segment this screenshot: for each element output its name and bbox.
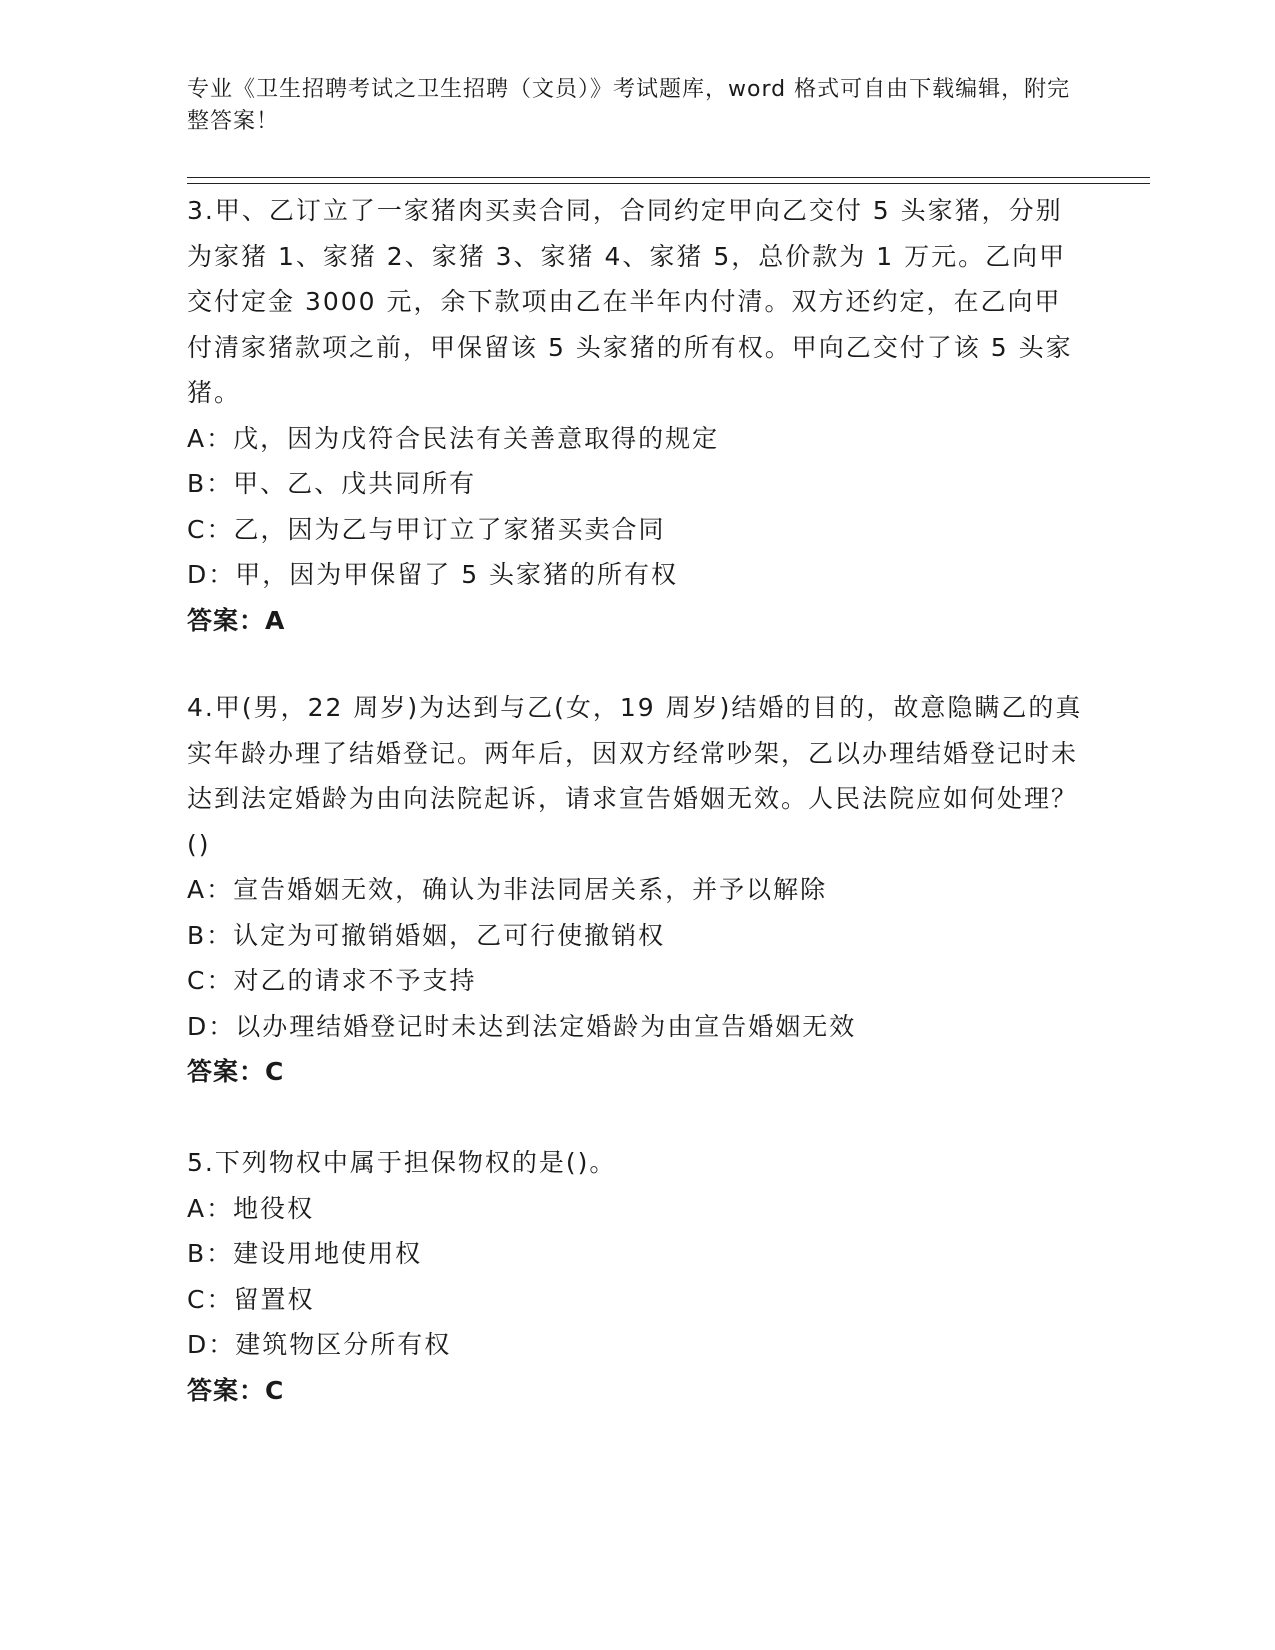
question-block [187, 685, 1087, 1095]
option-b: B：甲、乙、戊共同所有 [187, 469, 477, 498]
option-d: D：建筑物区分所有权 [187, 1330, 452, 1359]
question-block [187, 188, 1087, 643]
question-text: 4.甲(男，22 周岁)为达到与乙(女，19 周岁)结婚的目的，故意隐瞒乙的真实年龄办理了结婚登记。两年后，因双方经常吵架，乙以办理结婚登记时未达到法定婚龄为由向法院起诉，请求宣告婚姻无效。人民法院应如何处理？() [187, 693, 1083, 859]
option-c: C：对乙的请求不予支持 [187, 966, 477, 995]
question-text: 5.下列物权中属于担保物权的是()。 [187, 1148, 617, 1177]
option-c: C：乙，因为乙与甲订立了家猪买卖合同 [187, 514, 666, 544]
question-block [187, 1140, 1087, 1413]
option-d: D：以办理结婚登记时未达到法定婚龄为由宣告婚姻无效 [187, 1011, 857, 1041]
option-b: B：认定为可撤销婚姻，乙可行使撤销权 [187, 920, 666, 950]
answer-line: 答案：C [187, 1057, 285, 1086]
question-text: 3.甲、乙订立了一家猪肉买卖合同，合同约定甲向乙交付 5 头家猪，分别为家猪 1、家猪 2、家猪 3、家猪 4、家猪 5，总价款为 1 万元。乙向甲交付定金 3000 元，余下款项由乙在半年内付清。双方还约定，在乙向甲付清家猪款项之前，甲保留该 5 头家猪的所有权。甲向乙交付了该 5 头家猪。 [187, 196, 1073, 407]
answer-line: 答案：A [187, 605, 286, 635]
answer-line: 答案：C [187, 1375, 285, 1405]
option-c: C：留置权 [187, 1284, 315, 1314]
option-b: B：建设用地使用权 [187, 1239, 423, 1268]
option-a: A：宣告婚姻无效，确认为非法同居关系，并予以解除 [187, 875, 828, 904]
option-a: A：戊，因为戊符合民法有关善意取得的规定 [187, 423, 720, 453]
header-divider-bottom [187, 183, 1150, 184]
option-a: A：地役权 [187, 1193, 315, 1223]
document-header: 专业《卫生招聘考试之卫生招聘（文员）》考试题库，word 格式可自由下载编辑，附完整答案！ [187, 77, 1071, 134]
header-divider-top [187, 177, 1150, 178]
option-d: D：甲，因为甲保留了 5 头家猪的所有权 [187, 560, 679, 589]
